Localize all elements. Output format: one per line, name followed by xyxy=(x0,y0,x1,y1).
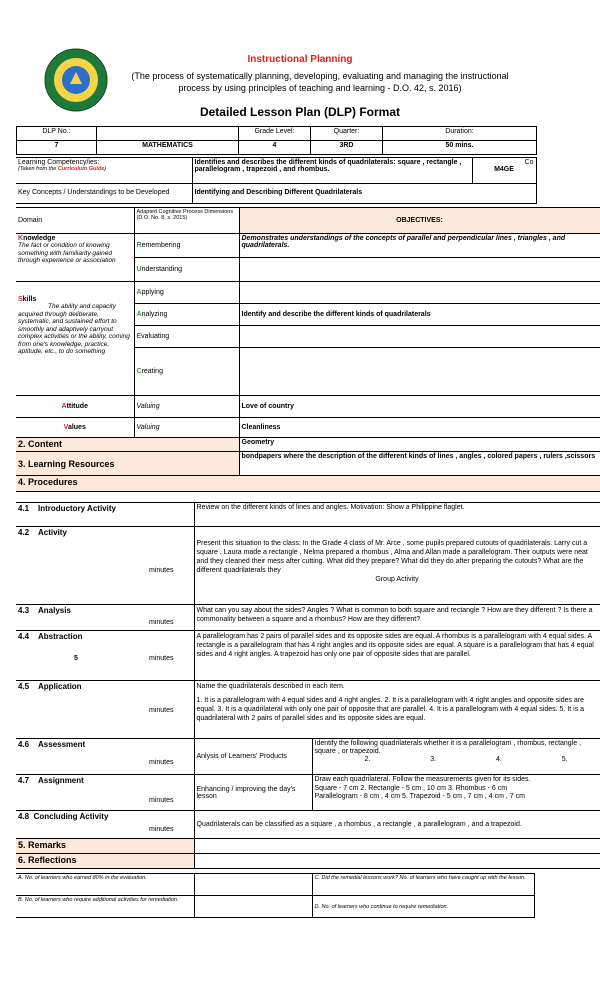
assessment-method: Anlysis of Learners' Products xyxy=(194,739,312,775)
activity-number: 4.2 xyxy=(18,528,30,537)
assignment-text-cell xyxy=(312,775,600,811)
understanding-label: nderstanding xyxy=(141,266,183,273)
analyzing-label: nalyzing xyxy=(141,311,168,318)
abstraction-title: Abstraction xyxy=(38,632,83,641)
dlp-no-label: DLP No.: xyxy=(17,127,97,141)
analyzing-cell xyxy=(134,304,239,326)
assessment-items xyxy=(315,756,598,764)
remarks-label: 5. Remarks xyxy=(16,839,194,854)
skills-domain-cell xyxy=(16,282,134,396)
skills-description: The ability and capacity acquired through deliberate, systematic, and sustained effort to smoothly and adaptively carryout complex activities or the ability, coming from one's knowledge, practice, aptitude, etc., to do something xyxy=(18,303,130,355)
curriculum-guide-label: Curriculum Guide xyxy=(57,166,105,172)
knowledge-first-letter: K xyxy=(18,235,24,242)
quarter-value: 3RD xyxy=(311,141,383,155)
values-process: Valuing xyxy=(134,418,239,438)
concluding-minutes: minutes xyxy=(148,826,174,833)
assignment-line-3: Parallelogram - 8 cm , 4 cm 5. Trapezoid - 5 cm , 7 cm , 4 cm , 7 cm xyxy=(314,793,525,800)
abstraction-cell xyxy=(16,631,194,681)
analysis-number: 4.3 xyxy=(18,606,30,615)
assessment-title: Assessment xyxy=(38,740,86,749)
reflections-table xyxy=(16,873,535,918)
analysis-title: Analysis xyxy=(38,606,71,615)
competency-text: Identifies and describes the different kinds of quadrilaterals: square , rectangle , parallelogram , trapezoid , and rhombus. xyxy=(192,158,472,184)
reflection-b: B. No. of learners who require additional activities for remediation. xyxy=(16,896,194,918)
content-value: Geometry xyxy=(239,438,600,452)
learning-resources-value: bondpapers where the description of the different kinds of lines , angles , colored papers , rulers ,scissors xyxy=(239,452,600,476)
activity-minutes: minutes xyxy=(148,567,174,574)
application-title: Application xyxy=(38,682,82,691)
learning-resources-label: 3. Learning Resources xyxy=(16,452,239,476)
assessment-item: 4. xyxy=(495,756,502,763)
objectives-table xyxy=(16,207,600,492)
info-table xyxy=(16,126,537,155)
competency-label-cell xyxy=(16,158,192,184)
assessment-item: 2. xyxy=(364,756,371,763)
remarks-value xyxy=(194,839,600,854)
understanding-cell xyxy=(134,258,239,282)
duration-value: 50 mins. xyxy=(383,141,537,155)
assignment-minutes: minutes xyxy=(148,797,174,804)
evaluating-first-letter: E xyxy=(136,333,142,340)
values-cell xyxy=(16,418,134,438)
creating-objective xyxy=(239,348,600,396)
key-concepts-label: Key Concepts / Understandings to be Developed xyxy=(16,184,192,204)
competency-label: Learning Competency/ies: xyxy=(18,159,100,166)
reflection-a: A. No. of learners who earned 80% in the evaluation. xyxy=(16,874,194,896)
applying-objective xyxy=(239,282,600,304)
attitude-process: Valuing xyxy=(134,396,239,418)
creating-cell xyxy=(134,348,239,396)
intro-number: 4.1 xyxy=(18,504,30,513)
process-header: Adapted Cognitive Process Dimensions (D.O. No. 8, s. 2015) xyxy=(134,208,239,234)
skills-first-letter: S xyxy=(18,296,23,303)
application-text-cell xyxy=(194,681,600,739)
skills-objective: Identify and describe the different kinds of quadrilaterals xyxy=(239,304,600,326)
abstraction-number: 4.4 xyxy=(18,632,30,641)
blank-cell xyxy=(97,127,239,141)
applying-cell xyxy=(134,282,239,304)
assignment-cell xyxy=(16,775,194,811)
abstraction-text: A parallelogram has 2 pairs of parallel sides and its opposite sides are equal. A rhombus is a parallelogram with 4 equal sides. A rectangle is a parallelogram that has 4 right angles and its opposite sides are equal. A square is a parallelogram that has 4 equal sides and 4 right angles. A trapezoid has only one pair of opposite sides that are parallel. xyxy=(194,631,600,681)
assessment-text: Identify the following quadrilaterals whether it is a parallelogram , rhombus, rectangle , square , or trapezoid. xyxy=(314,740,582,755)
values-objective: Cleanliness xyxy=(239,418,600,438)
attitude-first-letter: A xyxy=(61,403,67,410)
knowledge-label: nowledge xyxy=(23,235,56,242)
application-items: 1. It is a parallelogram with 4 equal sides and 4 right angles. 2. It is a parallelogram with 4 right angles and opposite sides are equal. 3. It is a quadrilateral with only one pair of opposite that are parallel. 4. It is a parallelogram with 4 equal sides. 5. It is a quadrilateral with 2 pairs of parallel sides and its opposite sides are equal. xyxy=(196,697,585,722)
dlp-no-value: 7 xyxy=(17,141,97,155)
abstraction-minutes: minutes xyxy=(148,655,174,662)
concluding-cell xyxy=(16,811,194,839)
page-subtitle: (The process of systematically planning, developing, evaluating and managing the instructional process by using principles of teaching and learning - D.O. 42, s. 2016) xyxy=(131,71,509,93)
competency-code-cell xyxy=(472,158,536,184)
understanding-objective xyxy=(239,258,600,282)
application-cell xyxy=(16,681,194,739)
activity-text: Present this situation to the class: In the Grade 4 class of Mr. Arce , some pupils prepared cutouts of quadrilaterals. Larry cut a square , Laura made a rectangle , Nelma prepared a rhombus , Alma and Allan made a parallelogram. Their outputs were neat and they cleaned their mess after cutting. What did they prepare? What did they do after preparing the cutouts? What are the different quadrilaterals they xyxy=(196,540,588,574)
assignment-number: 4.7 xyxy=(18,776,30,785)
creating-label: reating xyxy=(141,368,163,375)
applying-first-letter: A xyxy=(136,289,142,296)
concluding-number: 4.8 xyxy=(18,812,30,821)
page-title: Instructional Planning xyxy=(247,54,353,65)
evaluating-label: valuating xyxy=(141,333,170,340)
subject-value: MATHEMATICS xyxy=(97,141,239,155)
reflection-a-answer xyxy=(194,874,312,896)
attitude-objective: Love of country xyxy=(239,396,600,418)
competency-note-suffix: ) xyxy=(104,166,107,172)
grade-level-label: Grade Level: xyxy=(239,127,311,141)
concluding-text: Quadrilaterals can be classified as a square , a rhombus , a rectangle , a parallelogram , and a trapezoid. xyxy=(194,811,600,839)
remembering-label: emembering xyxy=(141,242,181,249)
grade-level-value: 4 xyxy=(239,141,311,155)
analyzing-first-letter: A xyxy=(136,311,142,318)
activity-text-cell xyxy=(194,527,600,605)
assignment-title: Assignment xyxy=(38,776,84,785)
duration-label: Duration: xyxy=(383,127,537,141)
attitude-cell xyxy=(16,396,134,418)
assignment-text: Draw each quadrilateral. Follow the measurements given for its sides. xyxy=(314,776,531,783)
knowledge-description: The fact or condition of knowing something with familiarity gained through experience or association xyxy=(18,242,116,264)
assessment-cell xyxy=(16,739,194,775)
evaluating-objective xyxy=(239,326,600,348)
intro-text: Review on the different kinds of lines and angles. Motivation: Show a Philippine flaglet. xyxy=(194,503,600,527)
application-minutes: minutes xyxy=(148,707,174,714)
application-text: Name the quadrilaterals described in each item. xyxy=(196,683,345,690)
reflections-value xyxy=(194,854,600,869)
assignment-line-2: Square - 7 cm 2. Rectangle - 5 cm , 10 cm 3. Rhombus - 6 cm xyxy=(314,784,508,792)
competency-table xyxy=(16,157,537,204)
concluding-title: Concluding Activity xyxy=(33,812,109,821)
reflection-d: D. No. of learners who continue to require remediation. xyxy=(312,896,534,918)
values-first-letter: V xyxy=(63,424,68,431)
dlp-format-title: Detailed Lesson Plan (DLP) Format xyxy=(199,105,401,119)
evaluating-cell xyxy=(134,326,239,348)
content-label: 2. Content xyxy=(16,438,239,452)
assessment-number: 4.6 xyxy=(18,740,30,749)
objectives-header: OBJECTIVES: xyxy=(239,208,600,234)
domain-header: Domain xyxy=(16,208,134,234)
assessment-item: 3. xyxy=(430,756,437,763)
attitude-label: ttitude xyxy=(66,403,88,410)
code-label: Co xyxy=(524,159,534,166)
competency-code: M4GE xyxy=(494,166,514,173)
creating-first-letter: C xyxy=(136,368,142,375)
knowledge-domain-cell xyxy=(16,234,134,282)
remembering-first-letter: R xyxy=(136,242,142,249)
procedures-table xyxy=(16,502,600,869)
assessment-text-cell xyxy=(312,739,600,775)
intro-title: Introductory Activity xyxy=(38,504,116,513)
quarter-label: Quarter: xyxy=(311,127,383,141)
assessment-minutes: minutes xyxy=(148,759,174,766)
activity-group: Group Activity xyxy=(375,576,419,583)
application-number: 4.5 xyxy=(18,682,30,691)
activity-cell xyxy=(16,527,194,605)
reflections-label: 6. Reflections xyxy=(16,854,194,869)
understanding-first-letter: U xyxy=(136,266,142,273)
applying-label: pplying xyxy=(141,289,164,296)
values-label: alues xyxy=(67,424,86,431)
assessment-item: 5. xyxy=(561,756,568,763)
knowledge-objective: Demonstrates understandings of the concepts of parallel and perpendicular lines , triangles , and quadrilaterals. xyxy=(239,234,600,258)
analysis-minutes: minutes xyxy=(148,619,174,626)
reflection-b-answer xyxy=(194,896,312,918)
abstraction-count: 5 xyxy=(74,655,78,662)
reflection-c: C. Did the remedial lessons work? No. of learners who have caught up with the lesson. xyxy=(312,874,534,896)
key-concepts-value: Identifying and Describing Different Quadrilaterals xyxy=(192,184,536,204)
intro-activity-cell xyxy=(16,503,194,527)
procedures-label: 4. Procedures xyxy=(16,476,600,492)
activity-title: Activity xyxy=(38,528,67,537)
remembering-cell xyxy=(134,234,239,258)
analysis-cell xyxy=(16,605,194,631)
skills-label: kills xyxy=(22,296,37,303)
assignment-method: Enhancing / improving the day's lesson xyxy=(194,775,312,811)
competency-note-prefix: (Taken from the xyxy=(18,166,58,172)
analysis-text: What can you say about the sides? Angles ? What is common to both square and rectangle ? How are they different ? Is there a commonality between a square and a rhombus? How are they different? xyxy=(194,605,600,631)
